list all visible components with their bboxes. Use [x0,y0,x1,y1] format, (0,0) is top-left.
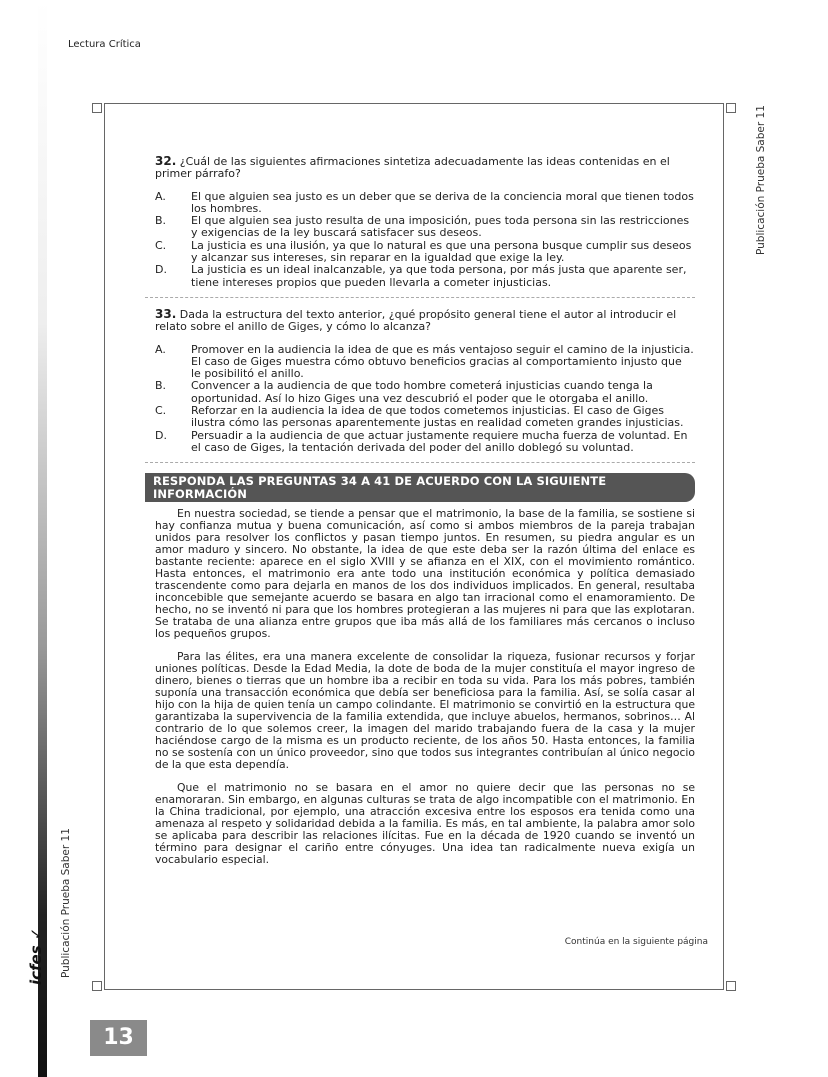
option-letter: B. [155,379,167,393]
option-letter: C. [155,404,167,418]
option-text: Promover en la audiencia la idea de que es más ventajoso seguir el camino de la injusticia. El caso de Giges muestra cómo obtuvo beneficios gracias al comportamiento injusto que le posibilitó el anillo. [191,342,694,381]
frame-corner-ornament [92,981,102,991]
question-number: 33. [155,306,177,321]
option-text: El que alguien sea justo resulta de una imposición, pues toda persona sin las restricciones y exigencias de la ley buscará satisfacer sus deseos. [191,214,690,240]
option-c [155,240,695,265]
option-letter: A. [155,342,166,356]
icfes-logo: icfes ✓ [27,927,45,985]
frame-corner-ornament [726,103,736,113]
reading-paragraph: Que el matrimonio no se basara en el amor no quiere decir que las personas no se enamoraran. Sin embargo, en algunas culturas se trata de algo incompatible con el matrimonio. En la China tradicional, por ejemplo, una atracción excesiva entre los esposos era tenida como una amenaza al respeto y solidaridad debida a la familia. Es más, en tal ambiente, la palabra amor solo se aplicaba para describir las relaciones ilícitas. Fue en la década de 1920 cuando se inventó un término para designar el cariño entre cónyuges. Una idea tan radicalmente nueva exigía un vocabulario especial. [155,780,695,866]
dashed-divider [145,462,695,463]
question-33 [155,308,695,334]
option-text: El que alguien sea justo es un deber que se deriva de la conciencia moral que tienen todos los hombres. [191,189,694,215]
options-32 [155,191,695,289]
question-text: Dada la estructura del texto anterior, ¿qué propósito general tiene el autor al introducir el relato sobre el anillo de Giges, y cómo lo alcanza? [155,307,677,334]
option-text: Convencer a la audiencia de que todo hombre cometerá injusticias cuando tenga la oportunidad. Así lo hizo Giges una vez descubrió el poder que le otorgaba el anillo. [191,379,653,405]
section-header: Lectura Crítica [68,39,141,50]
question-32 [155,155,695,181]
frame-corner-ornament [92,103,102,113]
continue-note: Continúa en la siguiente página [564,937,708,947]
option-text: Reforzar en la audiencia la idea de que todos cometemos injusticias. El caso de Giges ilustra cómo las personas aparentemente justas en realidad cometen grandes injusticias. [191,404,684,430]
option-letter: D. [155,263,167,277]
side-publication-label: Publicación Prueba Saber 11 [755,105,767,255]
main-content [145,155,695,877]
option-b [155,215,695,240]
page-number: 13 [90,1020,147,1056]
frame-corner-ornament [726,981,736,991]
instructions-banner: RESPONDA LAS PREGUNTAS 34 A 41 DE ACUERDO CON LA SIGUIENTE INFORMACIÓN [145,473,695,502]
dashed-divider [145,297,695,298]
option-letter: D. [155,428,167,442]
question-text: ¿Cuál de las siguientes afirmaciones sintetiza adecuadamente las ideas contenidas en el primer párrafo? [155,155,670,181]
option-a [155,191,695,216]
option-d [155,430,695,455]
option-text: Persuadir a la audiencia de que actuar justamente requiere mucha fuerza de voluntad. En el caso de Giges, la tentación derivada del poder del anillo doblegó su voluntad. [191,428,688,454]
option-letter: C. [155,238,167,252]
reading-paragraph: En nuestra sociedad, se tiende a pensar que el matrimonio, la base de la familia, se sostiene si hay confianza mutua y buena comunicación, así como si ambos miembros de la pareja trabajan unidos para resolver los conflictos y pasan tiempo juntos. En resumen, su piedra angular es un amor maduro y sincero. No obstante, la idea de que este deba ser la razón última del enlace es bastante reciente: aparece en el siglo XVIII y se afianza en el XIX, con el movimiento romántico. Hasta entonces, el matrimonio era ante todo una institución económica y política demasiado trascendente como para dejarla en manos de los dos individuos implicados. En general, resultaba inconcebible que semejante acuerdo se basara en algo tan irracional como el enamoramiento. De hecho, no se inventó ni para que los hombres protegieran a las mujeres ni para que las explotaran. Se trataba de una alianza entre grupos que iba más allá de los familiares más cercanos o incluso los pequeños grupos. [155,506,695,640]
option-a [155,344,695,381]
left-edge-bar [38,0,47,1077]
option-letter: A. [155,189,166,203]
reading-paragraph: Para las élites, era una manera excelente de consolidar la riqueza, fusionar recursos y forjar uniones políticas. Desde la Edad Media, la dote de boda de la mujer constituía el mayor ingreso de dinero, bienes o tierras que un hombre iba a recibir en toda su vida. Para los más pobres, también suponía una transacción económica que debía ser beneficiosa para la familia. Así, se solía casar al hijo con la hija de quien tenía un campo colindante. El matrimonio se convirtió en la estructura que garantizaba la supervivencia de la familia extendida, que incluye abuelos, hermanos, sobrinos… Al contrario de lo que solemos creer, la imagen del marido trabajando fuera de la casa y la mujer haciéndose cargo de la misma es un producto reciente, de los años 50. Hasta entonces, la familia no se sostenía con un único proveedor, sino que todos sus integrantes contribuían al único negocio de la que esta dependía. [155,649,695,771]
option-text: La justicia es una ilusión, ya que lo natural es que una persona busque cumplir sus deseos y alcanzar sus intereses, sin reparar en la igualdad que exige la ley. [191,238,692,265]
options-33 [155,344,695,455]
side-publication-label-left: Publicación Prueba Saber 11 [60,828,72,978]
option-text: La justicia es un ideal inalcanzable, ya que toda persona, por más justa que aparente ser, tiene intereses propios que pueden llevarla a cometer injusticias. [191,263,687,289]
option-c [155,405,695,430]
option-b [155,380,695,405]
option-d [155,264,695,289]
question-number: 32. [155,154,177,168]
option-letter: B. [155,214,167,228]
